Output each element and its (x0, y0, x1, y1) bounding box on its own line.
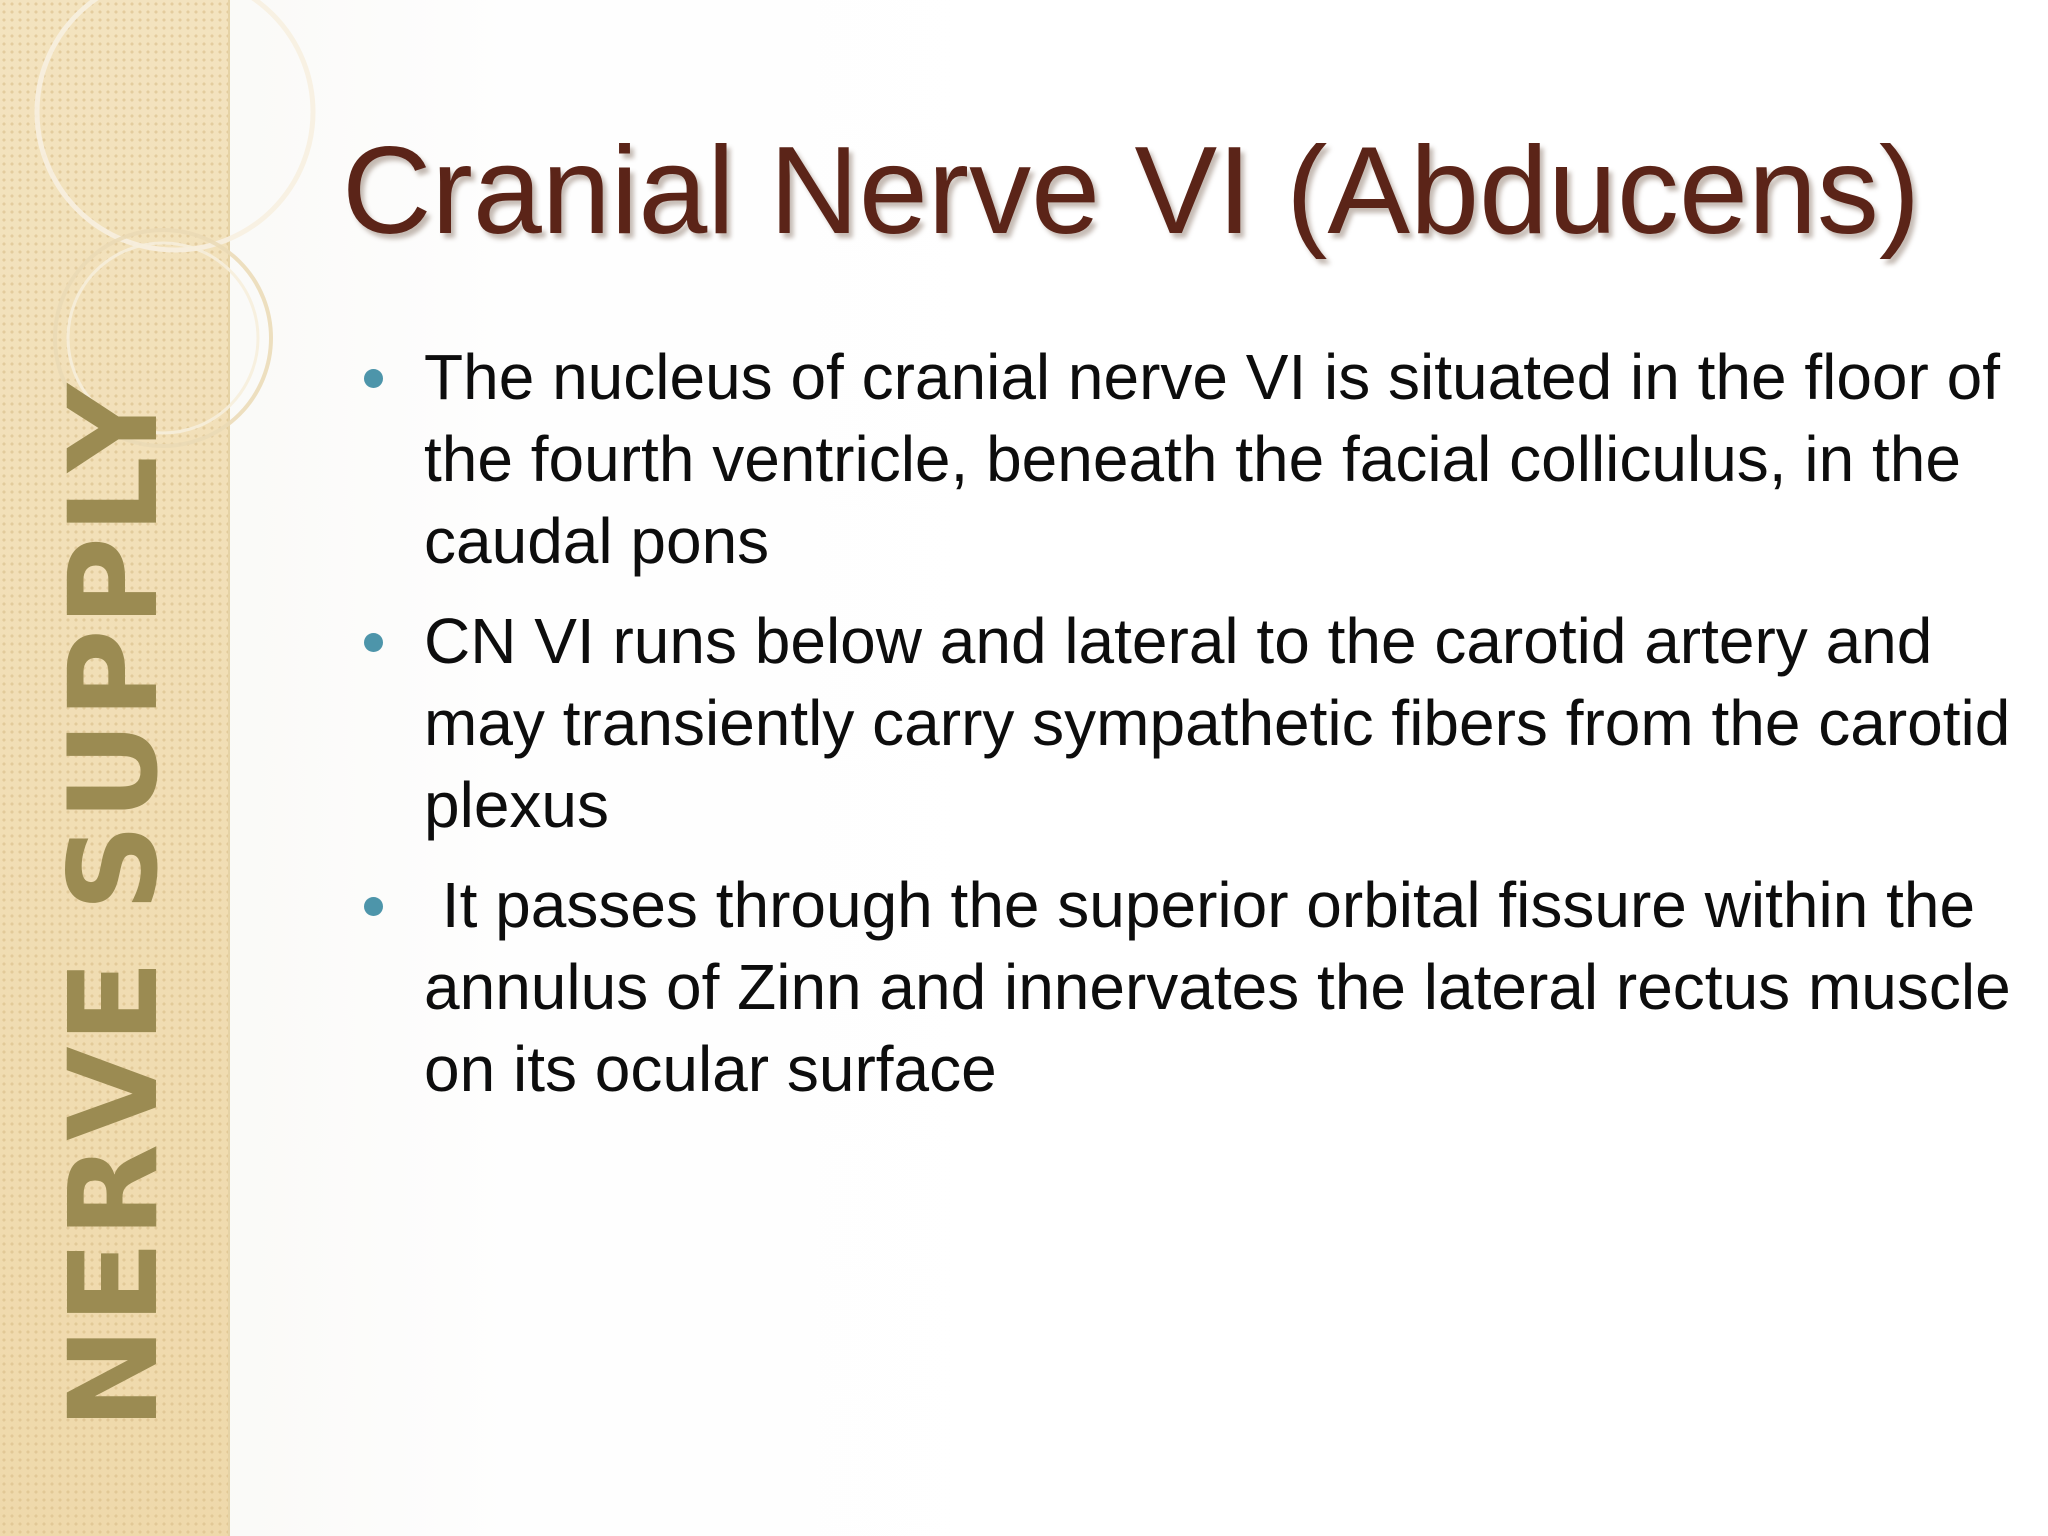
bullet-item (424, 336, 2024, 582)
bullet-list (424, 336, 2029, 1128)
slide-title: Cranial Nerve VI (Abducens) (342, 122, 1921, 260)
bullet-item (424, 864, 2029, 1110)
bullet-text: CN VI runs below and lateral to the carotid artery and may transiently carry sympathetic fibers from the carotid plexus (424, 605, 2029, 841)
bullet-text: The nucleus of cranial nerve VI is situated in the floor of the fourth ventricle, beneath the facial colliculus, in the caudal pons (424, 341, 2018, 577)
bullet-dot-icon (364, 633, 383, 652)
bullet-text: It passes through the superior orbital fissure within the annulus of Zinn and innervates the lateral rectus muscle on its ocular surface (424, 869, 2029, 1105)
bullet-dot-icon (364, 897, 383, 916)
decorative-ring-large (37, 0, 313, 250)
bullet-item (424, 600, 2029, 846)
side-label: NERVE SUPPLY (43, 380, 185, 1430)
bullet-dot-icon (364, 369, 383, 388)
